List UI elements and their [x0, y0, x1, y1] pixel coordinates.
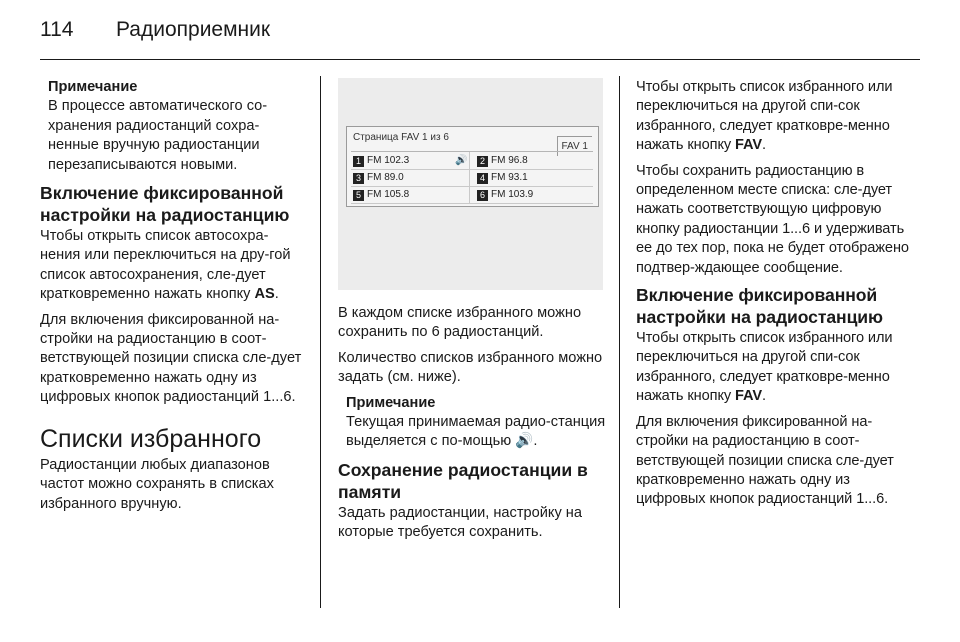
preset-cell: 1 FM 102.3 🔊: [351, 152, 470, 169]
page-title: Радиоприемник: [116, 18, 271, 41]
note-title: Примечание: [346, 394, 436, 411]
section-heading-fixed-tuning: Включение фиксированной настройки на радиостанцию: [40, 183, 290, 226]
button-name-fav: FAV: [735, 137, 763, 154]
button-name-as: AS: [254, 286, 275, 303]
button-name-fav: FAV: [735, 388, 763, 405]
preset-row: [351, 186, 593, 204]
section-heading-favorites: Списки избранного: [40, 424, 262, 453]
speaker-icon: 🔊: [455, 155, 468, 166]
preset-row: [351, 169, 593, 187]
column-divider-2: [619, 76, 620, 608]
section-heading-save-station: Сохранение радиостанции в памяти: [338, 459, 588, 502]
note-block: [338, 394, 610, 452]
section-heading-fixed-tuning: Включение фиксированной настройки на радиостанцию: [636, 285, 883, 328]
paragraph: Для включения фиксированной на-стройки на радиостанцию в соот-ветствующей позиции списка сле-дует кратковременно нажать одну из цифровых кнопок радиостанций 1...6.: [636, 413, 894, 508]
column-divider-1: [320, 76, 321, 608]
paragraph: Чтобы открыть список избранного или переключиться на другой спи-сок избранного, следует кратковре-менно нажать кнопку FAV.: [636, 79, 893, 154]
preset-cell: 4 FM 93.1: [475, 169, 593, 186]
note-text: Текущая принимаемая радио-станция выделяется с по-мощью 🔊.: [346, 414, 606, 450]
speaker-icon: 🔊: [515, 433, 534, 450]
radio-display: [346, 126, 599, 207]
column-2: [338, 78, 610, 549]
column-3: [636, 78, 922, 516]
note-block: [40, 78, 308, 175]
column-1: [40, 78, 308, 520]
paragraph: Для включения фиксированной на-стройки на радиостанцию в соот-ветствующей позиции списка сле-дует кратковременно нажать одну из цифровых кнопок радиостанций 1...6.: [40, 311, 302, 406]
preset-cell: 6 FM 103.9: [475, 186, 593, 203]
header-divider: [40, 59, 920, 60]
note-title: Примечание: [48, 79, 138, 95]
paragraph: Чтобы открыть список избранного или переключиться на другой спи-сок избранного, следует кратковре-менно нажать кнопку FAV.: [636, 330, 893, 405]
paragraph: Радиостанции любых диапазонов частот можно сохранять в списках избранного вручную.: [40, 456, 274, 512]
paragraph: В каждом списке избранного можно сохранить по 6 радиостанций.: [338, 305, 582, 341]
preset-cell: 2 FM 96.8: [475, 152, 593, 169]
paragraph: Чтобы сохранить радиостанцию в определенном месте списка: сле-дует нажать соответствующую цифровую кнопку радиостанции 1...6 и удерживать ее до тех пор, пока не будет отображено подтвер-ждающее сообщение.: [636, 162, 909, 276]
favorites-screen-figure: [338, 78, 603, 290]
preset-row: [351, 152, 593, 170]
page-number: 114: [40, 18, 74, 41]
paragraph: Количество списков избранного можно задать (см. ниже).: [338, 349, 603, 386]
page-header: [40, 14, 920, 44]
paragraph: Чтобы открыть список автосохра-нения или переключиться на дру-гой список автосохранения, сле-дует кратковременно нажать кнопку AS.: [40, 228, 291, 303]
paragraph: Задать радиостанции, настройку на которые требуется сохранить.: [338, 504, 582, 541]
display-title: Страница FAV 1 из 6: [353, 132, 449, 143]
display-tab: FAV 1: [557, 136, 593, 156]
preset-grid: [351, 151, 593, 203]
note-text: В процессе автоматического со-хранения радиостанций сохра-ненные вручную радиостанции перезаписываются новыми.: [48, 98, 268, 173]
preset-cell: 3 FM 89.0: [351, 169, 470, 186]
preset-cell: 5 FM 105.8: [351, 186, 470, 203]
